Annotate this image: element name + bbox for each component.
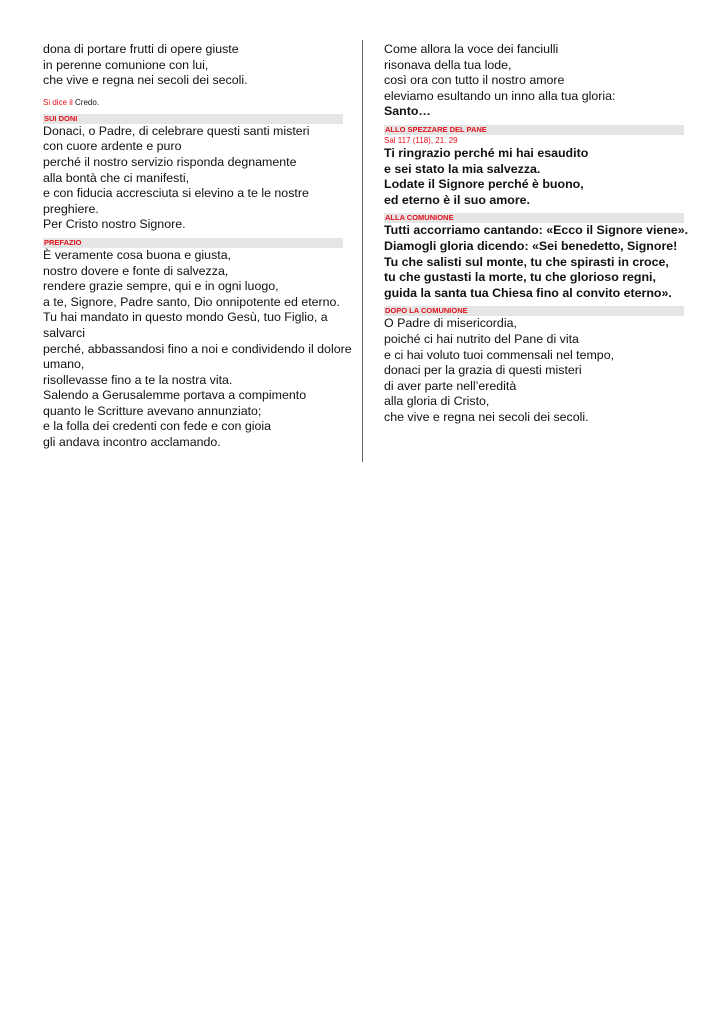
text-line: nostro dovere e fonte di salvezza, <box>43 263 229 278</box>
text-line: risonava della tua lode, <box>384 57 512 72</box>
text-line: alla bontà che ci manifesti, <box>43 170 190 185</box>
text-line: e sei stato la mia salvezza. <box>384 161 541 176</box>
text-line: O Padre di misericordia, <box>384 316 517 331</box>
prefazio-text <box>43 247 352 451</box>
text-line: Donaci, o Padre, di celebrare questi santi misteri <box>43 123 310 138</box>
text-line: Come allora la voce dei fanciulli <box>384 42 559 56</box>
text-line: di aver parte nell’eredità <box>384 378 517 393</box>
text-line: donaci per la grazia di questi misteri <box>384 363 582 378</box>
credo-note-rubric: Si dice il <box>43 97 73 107</box>
psalm-reference: Sal 117 (118), 21. 29 <box>384 135 458 145</box>
text-line: in perenne comunione con lui, <box>43 57 209 72</box>
text-line: tu che gustasti la morte, tu che glorioso regni, <box>384 270 656 285</box>
text-line: che vive e regna nei secoli dei secoli. <box>384 409 589 424</box>
text-line: poiché ci hai nutrito del Pane di vita <box>384 331 579 346</box>
section-header-prefazio: PREFAZIO <box>43 238 343 248</box>
allo-spezzare-text <box>384 146 684 208</box>
column-divider <box>362 40 363 462</box>
section-header-alla-comunione: ALLA COMUNIONE <box>384 213 684 223</box>
text-line: e con fiducia accresciuta si elevino a te le nostre <box>43 186 309 201</box>
dopo-comunione-text <box>384 316 684 425</box>
text-line: che vive e regna nei secoli dei secoli. <box>43 73 248 88</box>
text-line: Per Cristo nostro Signore. <box>43 217 186 232</box>
text-line: È veramente cosa buona e giusta, <box>43 247 232 262</box>
section-header-dopo-comunione: DOPO LA COMUNIONE <box>384 306 684 316</box>
text-line: eleviamo esultando un inno alla tua gloria: <box>384 88 616 103</box>
intro-text <box>43 42 343 89</box>
text-line: alla gloria di Cristo, <box>384 394 490 409</box>
left-column <box>43 42 352 451</box>
text-line: Diamogli gloria dicendo: «Sei benedetto, Signore! <box>384 238 678 253</box>
text-line: guida la santa tua Chiesa fino al convito eterno». <box>384 285 672 300</box>
credo-note <box>43 97 343 108</box>
text-line: rendere grazie sempre, qui e in ogni luogo, <box>43 279 279 294</box>
text-line: dona di portare frutti di opere giuste <box>43 42 239 56</box>
text-line: Tu hai mandato in questo mondo Gesù, tuo Figlio, a <box>43 310 328 325</box>
text-line: Tu che salisti sul monte, tu che spirasti in croce, <box>384 254 669 269</box>
text-line: Salendo a Gerusalemme portava a compimento <box>43 388 307 403</box>
santo-acclamation: Santo… <box>384 104 431 119</box>
text-line: perché il nostro servizio risponda degnamente <box>43 154 297 169</box>
text-line: e la folla dei credenti con fede e con gioia <box>43 419 272 434</box>
text-line: preghiere. <box>43 201 99 216</box>
intro-text-right <box>384 42 684 120</box>
alla-comunione-text <box>384 223 689 301</box>
credo-note-word: Credo. <box>75 97 100 107</box>
section-header-sui-doni: SUI DONI <box>43 114 343 124</box>
text-line: Tutti accorriamo cantando: «Ecco il Signore viene». <box>384 223 689 238</box>
text-line: Ti ringrazio perché mi hai esaudito <box>384 145 589 160</box>
text-line: gli andava incontro acclamando. <box>43 435 221 450</box>
text-line: e ci hai voluto tuoi commensali nel tempo, <box>384 347 615 362</box>
text-line: salvarci <box>43 325 85 340</box>
text-line: Lodate il Signore perché è buono, <box>384 177 584 192</box>
section-header-allo-spezzare: ALLO SPEZZARE DEL PANE <box>384 125 684 135</box>
sui-doni-text <box>43 124 343 233</box>
text-line: con cuore ardente e puro <box>43 139 182 154</box>
text-line: così ora con tutto il nostro amore <box>384 73 565 88</box>
text-line: perché, abbassandosi fino a noi e condividendo il dolore <box>43 341 352 356</box>
text-line: a te, Signore, Padre santo, Dio onnipotente ed eterno. <box>43 294 340 309</box>
text-line: umano, <box>43 357 85 372</box>
text-line: ed eterno è il suo amore. <box>384 192 530 207</box>
text-line: quanto le Scritture avevano annunziato; <box>43 403 262 418</box>
right-column <box>384 42 689 425</box>
text-line: risollevasse fino a te la nostra vita. <box>43 372 233 387</box>
